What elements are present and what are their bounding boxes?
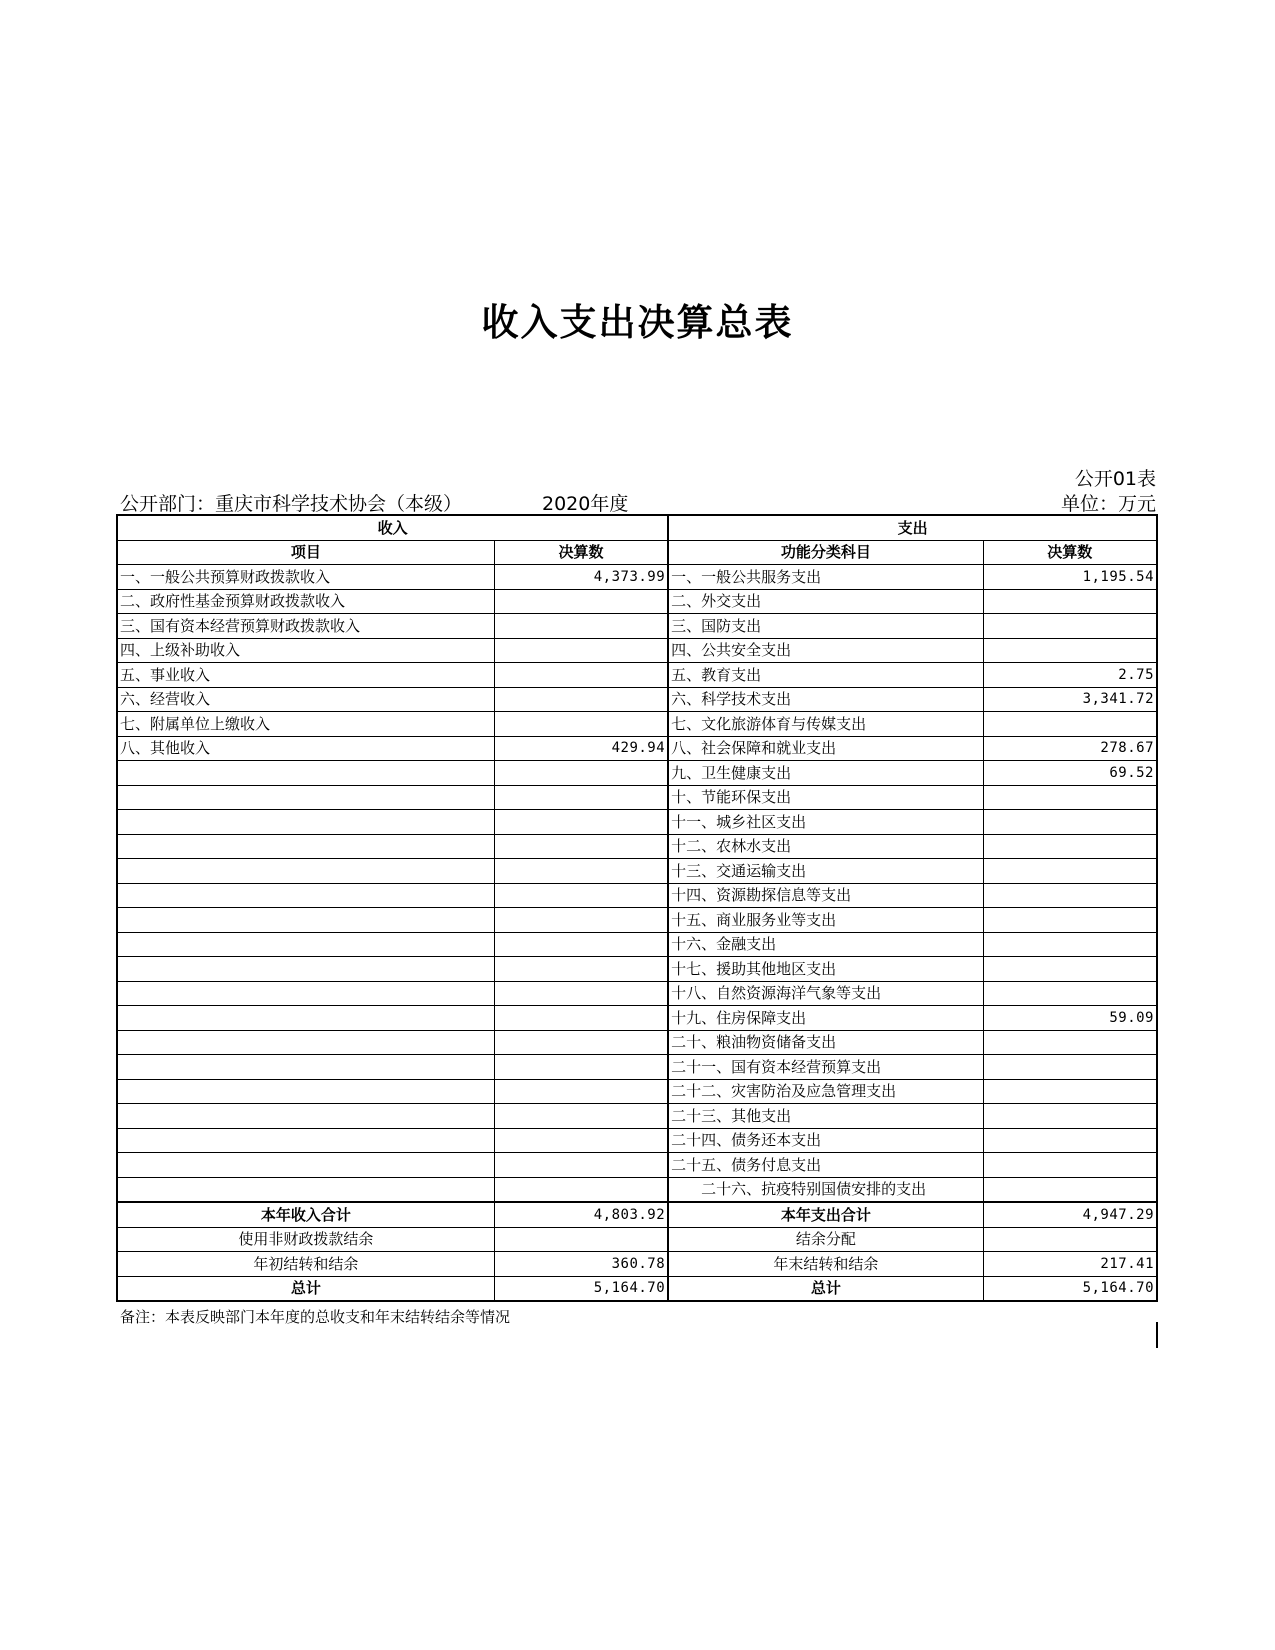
income-amount (494, 981, 668, 1006)
summary-expense-amount: 217.41 (983, 1252, 1157, 1277)
unit-label: 单位：万元 (1060, 493, 1156, 515)
income-item: 五、事业收入 (117, 663, 494, 688)
income-item (117, 785, 494, 810)
table-row (117, 1055, 1157, 1080)
income-item (117, 957, 494, 982)
income-item (117, 1055, 494, 1080)
expense-amount: 278.67 (983, 736, 1157, 761)
text-cursor-mark (1156, 1322, 1158, 1348)
income-header: 收入 (117, 515, 668, 540)
expense-amount (983, 638, 1157, 663)
summary-income-amount: 4,803.92 (494, 1202, 668, 1227)
expense-item: 六、科学技术支出 (668, 687, 983, 712)
footnote: 备注：本表反映部门本年度的总收支和年末结转结余等情况 (120, 1308, 511, 1326)
summary-expense-item: 本年支出合计 (668, 1202, 983, 1227)
income-item (117, 981, 494, 1006)
meta-row (120, 489, 1156, 513)
form-number: 公开01表 (1074, 468, 1156, 490)
expense-amount (983, 859, 1157, 884)
table-row (117, 1153, 1157, 1178)
department-label: 公开部门：重庆市科学技术协会（本级） (120, 493, 463, 515)
income-amount (494, 589, 668, 614)
table-row (117, 1030, 1157, 1055)
expense-amount (983, 932, 1157, 957)
expense-item: 九、卫生健康支出 (668, 761, 983, 786)
income-amount (494, 638, 668, 663)
expense-amount (983, 1055, 1157, 1080)
income-amount (494, 1030, 668, 1055)
summary-expense-amount: 4,947.29 (983, 1202, 1157, 1227)
income-item (117, 1079, 494, 1104)
expense-item: 四、公共安全支出 (668, 638, 983, 663)
expense-item: 八、社会保障和就业支出 (668, 736, 983, 761)
summary-expense-amount: 5,164.70 (983, 1276, 1157, 1301)
budget-table (116, 514, 1158, 1302)
income-item: 四、上级补助收入 (117, 638, 494, 663)
income-amount (494, 1128, 668, 1153)
expense-amount (983, 1079, 1157, 1104)
expense-item: 二十五、债务付息支出 (668, 1153, 983, 1178)
expense-item: 二、外交支出 (668, 589, 983, 614)
table-header-row-columns (117, 540, 1157, 565)
expense-item: 十七、援助其他地区支出 (668, 957, 983, 982)
expense-amount (983, 810, 1157, 835)
expense-amount (983, 1177, 1157, 1202)
table-row (117, 810, 1157, 835)
amount-header-2: 决算数 (983, 540, 1157, 565)
table-row (117, 614, 1157, 639)
function-item-header: 功能分类科目 (668, 540, 983, 565)
expense-item: 十四、资源勘探信息等支出 (668, 883, 983, 908)
income-amount (494, 859, 668, 884)
income-amount (494, 687, 668, 712)
table-row (117, 565, 1157, 590)
summary-income-item: 总计 (117, 1276, 494, 1301)
summary-row (117, 1252, 1157, 1277)
expense-item: 三、国防支出 (668, 614, 983, 639)
summary-income-amount: 5,164.70 (494, 1276, 668, 1301)
expense-item: 十八、自然资源海洋气象等支出 (668, 981, 983, 1006)
income-item (117, 1128, 494, 1153)
income-amount (494, 1006, 668, 1031)
expense-item: 十五、商业服务业等支出 (668, 908, 983, 933)
table-row (117, 761, 1157, 786)
expense-item: 二十三、其他支出 (668, 1104, 983, 1129)
expense-item: 十六、金融支出 (668, 932, 983, 957)
expense-amount (983, 614, 1157, 639)
income-amount (494, 614, 668, 639)
expense-amount: 69.52 (983, 761, 1157, 786)
income-amount (494, 785, 668, 810)
income-item: 一、一般公共预算财政拨款收入 (117, 565, 494, 590)
income-item (117, 883, 494, 908)
summary-expense-item: 结余分配 (668, 1227, 983, 1252)
expense-item: 十、节能环保支出 (668, 785, 983, 810)
expense-item: 二十六、抗疫特别国债安排的支出 (668, 1177, 983, 1202)
summary-row (117, 1276, 1157, 1301)
income-amount (494, 1153, 668, 1178)
income-item (117, 761, 494, 786)
expense-amount (983, 834, 1157, 859)
expense-item: 十九、住房保障支出 (668, 1006, 983, 1031)
income-amount: 4,373.99 (494, 565, 668, 590)
table-row (117, 638, 1157, 663)
expense-item: 二十、粮油物资储备支出 (668, 1030, 983, 1055)
table-row (117, 1006, 1157, 1031)
expense-amount (983, 883, 1157, 908)
expense-amount (983, 785, 1157, 810)
table-row (117, 859, 1157, 884)
income-item (117, 1104, 494, 1129)
expense-amount: 1,195.54 (983, 565, 1157, 590)
income-item (117, 1030, 494, 1055)
item-header: 项目 (117, 540, 494, 565)
table-row (117, 908, 1157, 933)
expense-amount: 3,341.72 (983, 687, 1157, 712)
table-row (117, 1079, 1157, 1104)
income-amount (494, 957, 668, 982)
summary-income-amount: 360.78 (494, 1252, 668, 1277)
table-row (117, 785, 1157, 810)
income-amount (494, 761, 668, 786)
table-row (117, 883, 1157, 908)
table-row (117, 1128, 1157, 1153)
income-item (117, 1153, 494, 1178)
income-amount: 429.94 (494, 736, 668, 761)
income-amount (494, 1079, 668, 1104)
table-header-row-group (117, 515, 1157, 540)
income-amount (494, 834, 668, 859)
summary-income-item: 本年收入合计 (117, 1202, 494, 1227)
summary-income-amount (494, 1227, 668, 1252)
page-title: 收入支出决算总表 (481, 301, 794, 344)
expense-header: 支出 (668, 515, 1157, 540)
fiscal-year: 2020年度 (542, 493, 629, 515)
expense-amount: 2.75 (983, 663, 1157, 688)
summary-income-item: 使用非财政拨款结余 (117, 1227, 494, 1252)
expense-amount (983, 712, 1157, 737)
expense-amount (983, 957, 1157, 982)
income-amount (494, 1055, 668, 1080)
income-amount (494, 663, 668, 688)
expense-item: 五、教育支出 (668, 663, 983, 688)
income-item (117, 834, 494, 859)
budget-table-body (117, 515, 1157, 1301)
table-row (117, 981, 1157, 1006)
table-row (117, 1104, 1157, 1129)
table-row (117, 1177, 1157, 1202)
income-item (117, 908, 494, 933)
expense-amount (983, 1104, 1157, 1129)
expense-item: 二十一、国有资本经营预算支出 (668, 1055, 983, 1080)
expense-item: 二十二、灾害防治及应急管理支出 (668, 1079, 983, 1104)
summary-income-item: 年初结转和结余 (117, 1252, 494, 1277)
expense-amount (983, 1128, 1157, 1153)
income-amount (494, 908, 668, 933)
income-item: 三、国有资本经营预算财政拨款收入 (117, 614, 494, 639)
summary-row (117, 1227, 1157, 1252)
income-item (117, 859, 494, 884)
income-item: 六、经营收入 (117, 687, 494, 712)
income-item (117, 1177, 494, 1202)
expense-amount (983, 589, 1157, 614)
expense-amount: 59.09 (983, 1006, 1157, 1031)
table-row (117, 687, 1157, 712)
income-item: 二、政府性基金预算财政拨款收入 (117, 589, 494, 614)
summary-expense-item: 年末结转和结余 (668, 1252, 983, 1277)
table-row (117, 712, 1157, 737)
table-row (117, 834, 1157, 859)
expense-item: 十二、农林水支出 (668, 834, 983, 859)
expense-item: 七、文化旅游体育与传媒支出 (668, 712, 983, 737)
table-row (117, 589, 1157, 614)
table-row (117, 663, 1157, 688)
expense-item: 十一、城乡社区支出 (668, 810, 983, 835)
income-amount (494, 1104, 668, 1129)
expense-item: 二十四、债务还本支出 (668, 1128, 983, 1153)
income-amount (494, 712, 668, 737)
income-amount (494, 1177, 668, 1202)
summary-row (117, 1202, 1157, 1227)
expense-amount (983, 981, 1157, 1006)
expense-item: 一、一般公共服务支出 (668, 565, 983, 590)
expense-amount (983, 1030, 1157, 1055)
summary-expense-amount (983, 1227, 1157, 1252)
income-amount (494, 932, 668, 957)
table-row (117, 932, 1157, 957)
table-row (117, 957, 1157, 982)
table-row (117, 736, 1157, 761)
income-item (117, 810, 494, 835)
income-item (117, 1006, 494, 1031)
income-item: 八、其他收入 (117, 736, 494, 761)
expense-item: 十三、交通运输支出 (668, 859, 983, 884)
income-amount (494, 810, 668, 835)
income-amount (494, 883, 668, 908)
expense-amount (983, 1153, 1157, 1178)
amount-header: 决算数 (494, 540, 668, 565)
income-item: 七、附属单位上缴收入 (117, 712, 494, 737)
summary-expense-item: 总计 (668, 1276, 983, 1301)
income-item (117, 932, 494, 957)
expense-amount (983, 908, 1157, 933)
